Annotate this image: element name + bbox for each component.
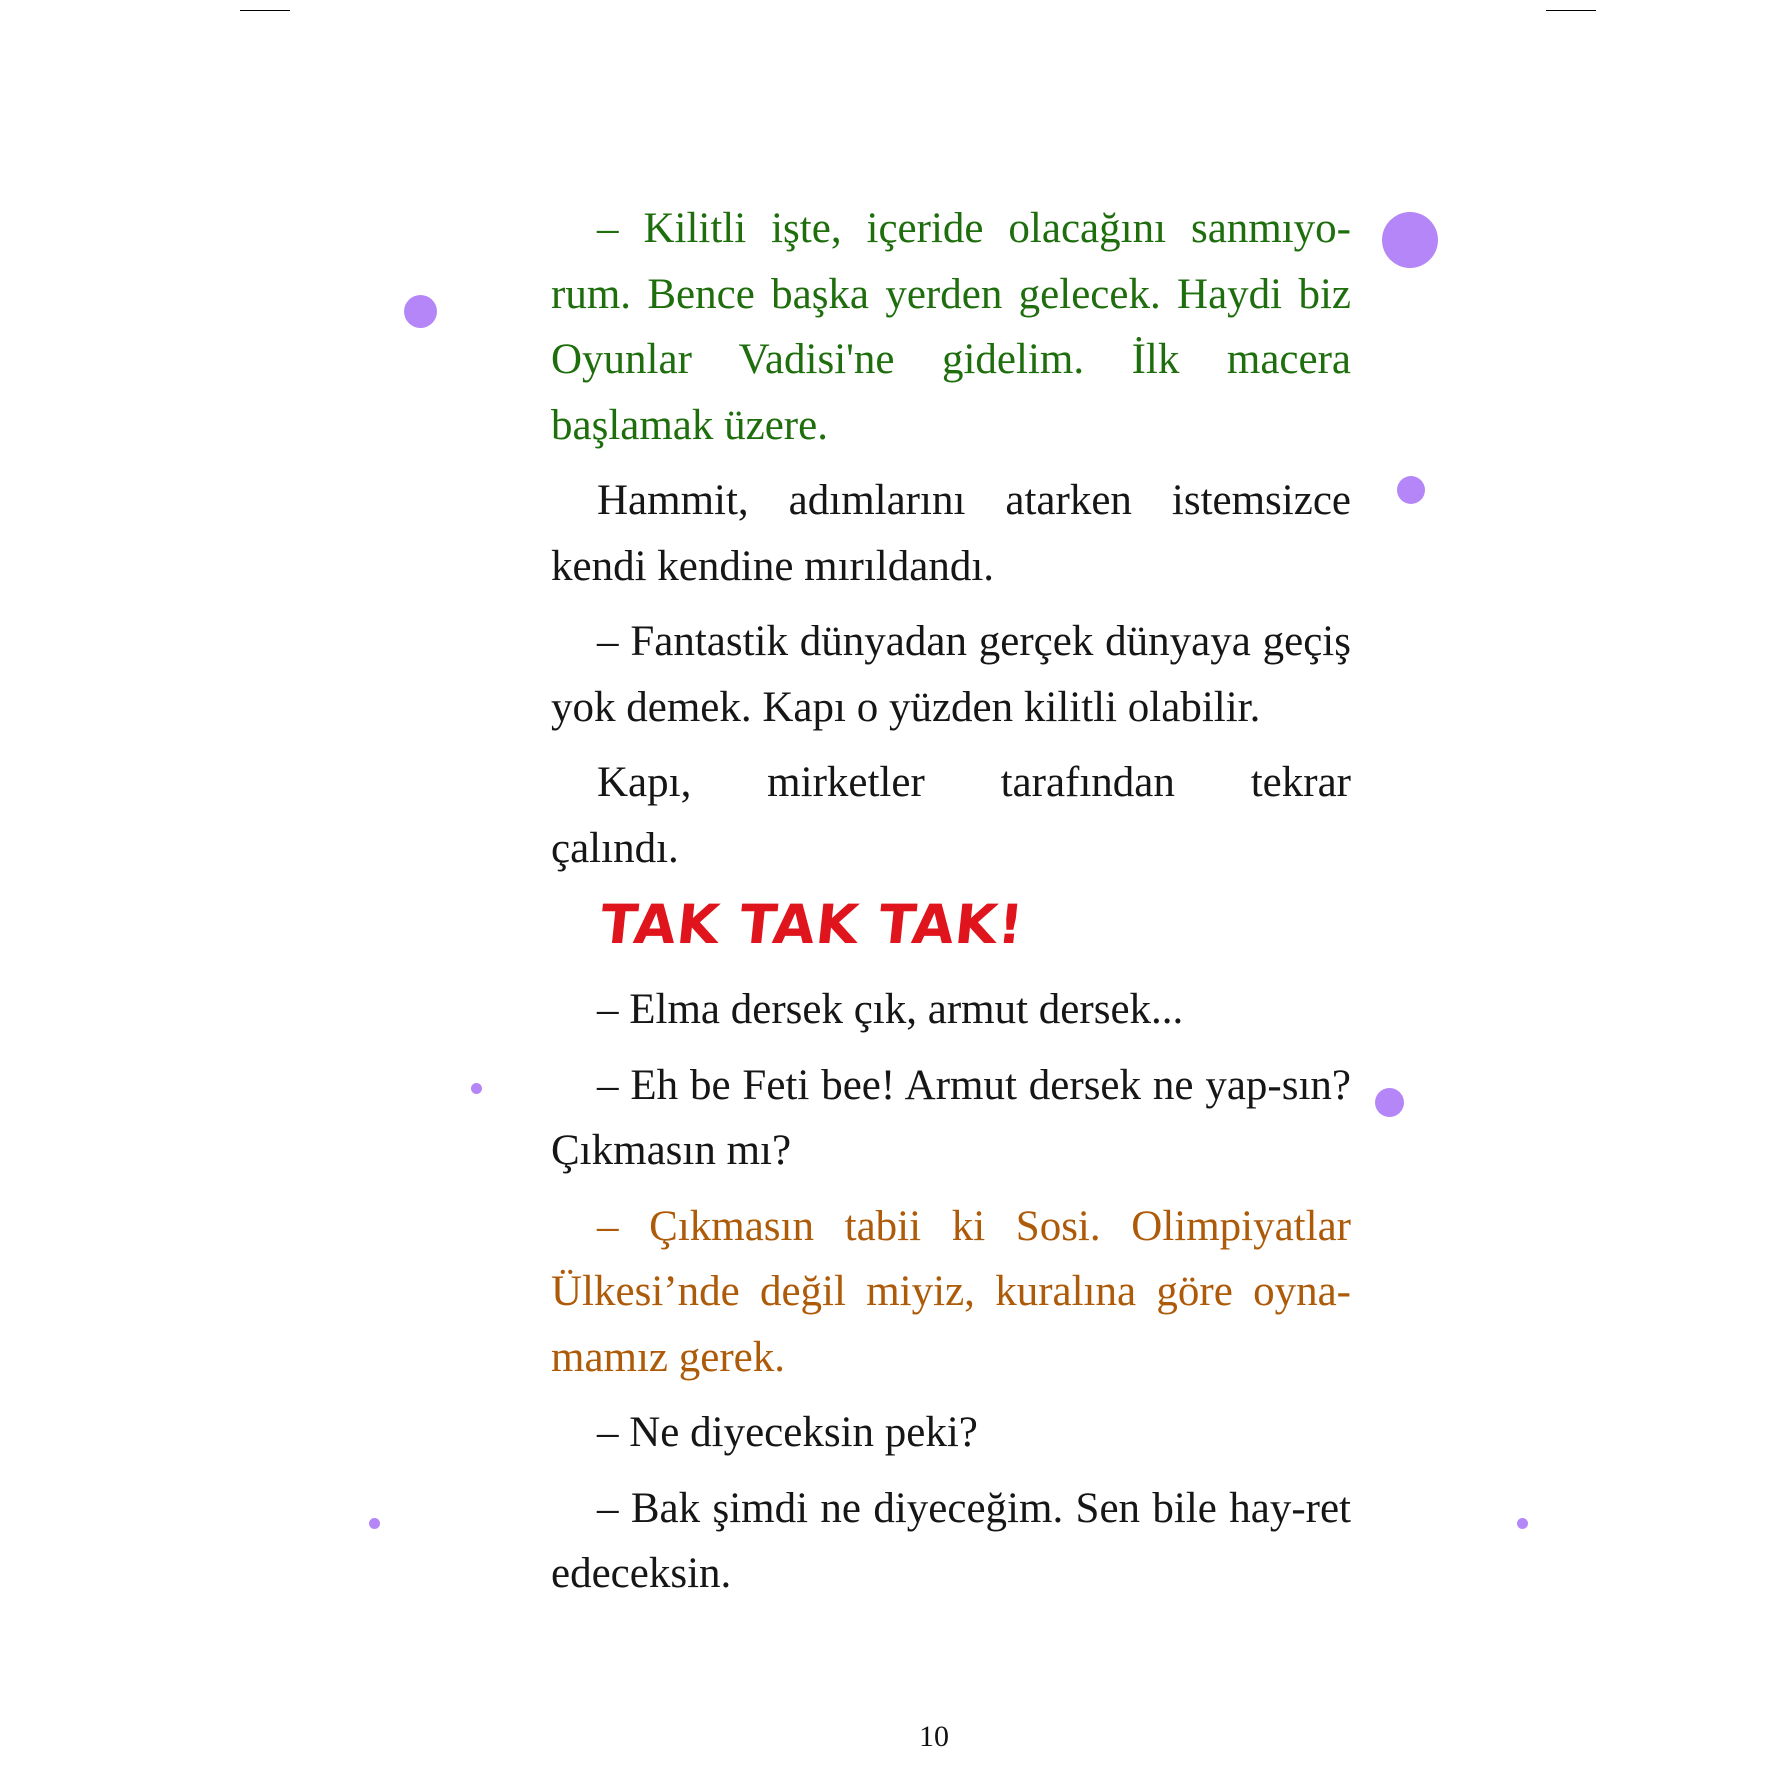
sound-effect-heading: TAK TAK TAK! (597, 893, 1028, 956)
crop-mark-right (1546, 10, 1596, 11)
decorative-dot (471, 1083, 482, 1094)
paragraph: – Eh be Feti bee! Armut dersek ne yap-sın? Çıkmasın mı? (551, 1061, 1351, 1174)
crop-mark-left (240, 10, 290, 11)
page-body-text (551, 196, 1351, 1617)
paragraph: Hammit, adımlarını atarken istemsizce kendi kendine mırıldandı. (551, 477, 1351, 590)
paragraph: – Bak şimdi ne diyeceğim. Sen bile hay-ret edeceksin. (551, 1484, 1351, 1597)
paragraph: – Fantastik dünyadan gerçek dünyaya geçiş yok demek. Kapı o yüzden kilitli olabilir. (551, 618, 1351, 731)
paragraph: Kapı, mirketler tarafından tekrar çalındı. (551, 759, 1351, 872)
paragraph: – Elma dersek çık, armut dersek... (597, 986, 1184, 1033)
decorative-dot (1397, 476, 1425, 504)
decorative-dot (369, 1518, 380, 1529)
decorative-dot (1375, 1088, 1404, 1117)
decorative-dot (1382, 212, 1438, 268)
decorative-dot (1517, 1518, 1528, 1529)
paragraph: – Kilitli işte, içeride olacağını sanmıyo-rum. Bence başka yerden gelecek. Haydi biz Oyunlar Vadisi'ne gidelim. İlk macera başlamak üzere. (551, 205, 1351, 449)
paragraph: – Ne diyeceksin peki? (597, 1409, 978, 1456)
page-number: 10 (919, 1720, 949, 1753)
paragraph: – Çıkmasın tabii ki Sosi. Olimpiyatlar Ülkesi’nde değil miyiz, kuralına göre oyna-mamız gerek. (551, 1202, 1351, 1381)
decorative-dot (404, 295, 437, 328)
